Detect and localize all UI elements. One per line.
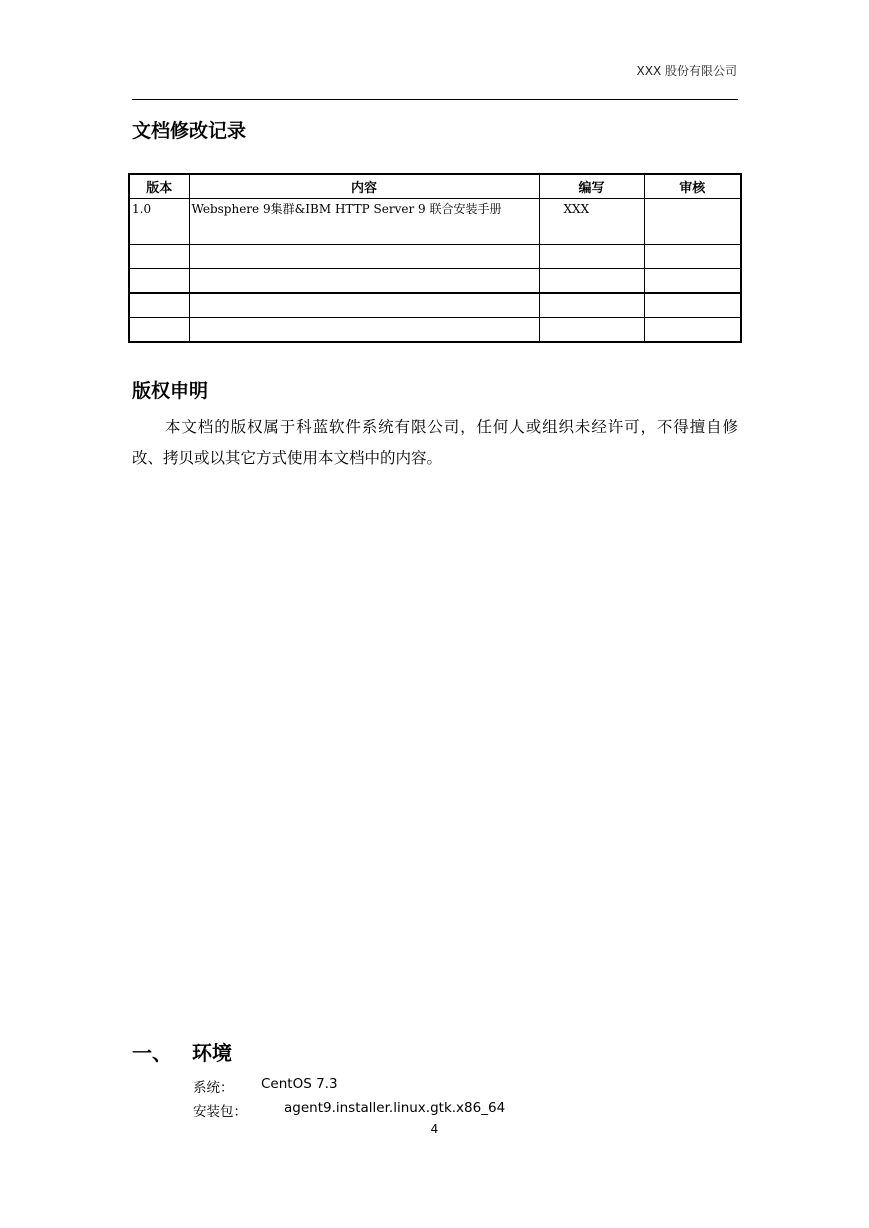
copyright-text: 本文档的版权属于科蓝软件系统有限公司，任何人或组织未经许可，不得擅自修改、拷贝或以其它方式使用本文档中的内容。 — [132, 418, 738, 467]
col-content-header: 内容 — [189, 174, 539, 199]
cell-review — [644, 199, 741, 245]
cell-review — [644, 318, 741, 343]
env-system-value: CentOS 7.3 — [261, 1076, 338, 1092]
cell-version: 1.0 — [129, 199, 189, 245]
section-heading — [132, 1037, 232, 1066]
copyright-title: 版权申明 — [132, 380, 209, 402]
cell-author — [539, 318, 644, 343]
env-package-value: agent9.installer.linux.gtk.x86_64 — [284, 1100, 506, 1116]
col-version-header: 版本 — [129, 174, 189, 199]
table-row — [129, 318, 741, 343]
table-row — [129, 245, 741, 269]
cell-review — [644, 269, 741, 294]
cell-content: Websphere 9集群&IBM HTTP Server 9 联合安装手册 — [189, 199, 539, 245]
header-company: XXX 股份有限公司 — [636, 64, 737, 78]
env-package-label: 安装包： — [193, 1104, 247, 1120]
cell-version — [129, 245, 189, 269]
cell-author — [539, 293, 644, 318]
cell-author — [539, 245, 644, 269]
revision-title: 文档修改记录 — [132, 120, 247, 142]
table-row — [129, 269, 741, 294]
cell-version — [129, 269, 189, 294]
table-header-row — [129, 174, 741, 199]
page-number: 4 — [430, 1122, 439, 1136]
cell-review — [644, 245, 741, 269]
cell-content — [189, 269, 539, 294]
table-row — [129, 293, 741, 318]
table-row — [129, 199, 741, 245]
cell-content — [189, 245, 539, 269]
section-title: 环境 — [192, 1041, 232, 1065]
cell-author: XXX — [539, 199, 644, 245]
cell-version — [129, 318, 189, 343]
env-system-row — [193, 1076, 338, 1096]
cell-content — [189, 318, 539, 343]
env-package-row — [193, 1100, 506, 1120]
col-author-header: 编写 — [539, 174, 644, 199]
col-review-header: 审核 — [644, 174, 741, 199]
cell-author — [539, 269, 644, 294]
section-number: 一、 — [132, 1041, 172, 1065]
cell-version — [129, 293, 189, 318]
env-system-label: 系统： — [193, 1080, 234, 1096]
cell-review — [644, 293, 741, 318]
header-rule — [132, 99, 738, 100]
cell-content — [189, 293, 539, 318]
revision-table — [128, 173, 742, 343]
